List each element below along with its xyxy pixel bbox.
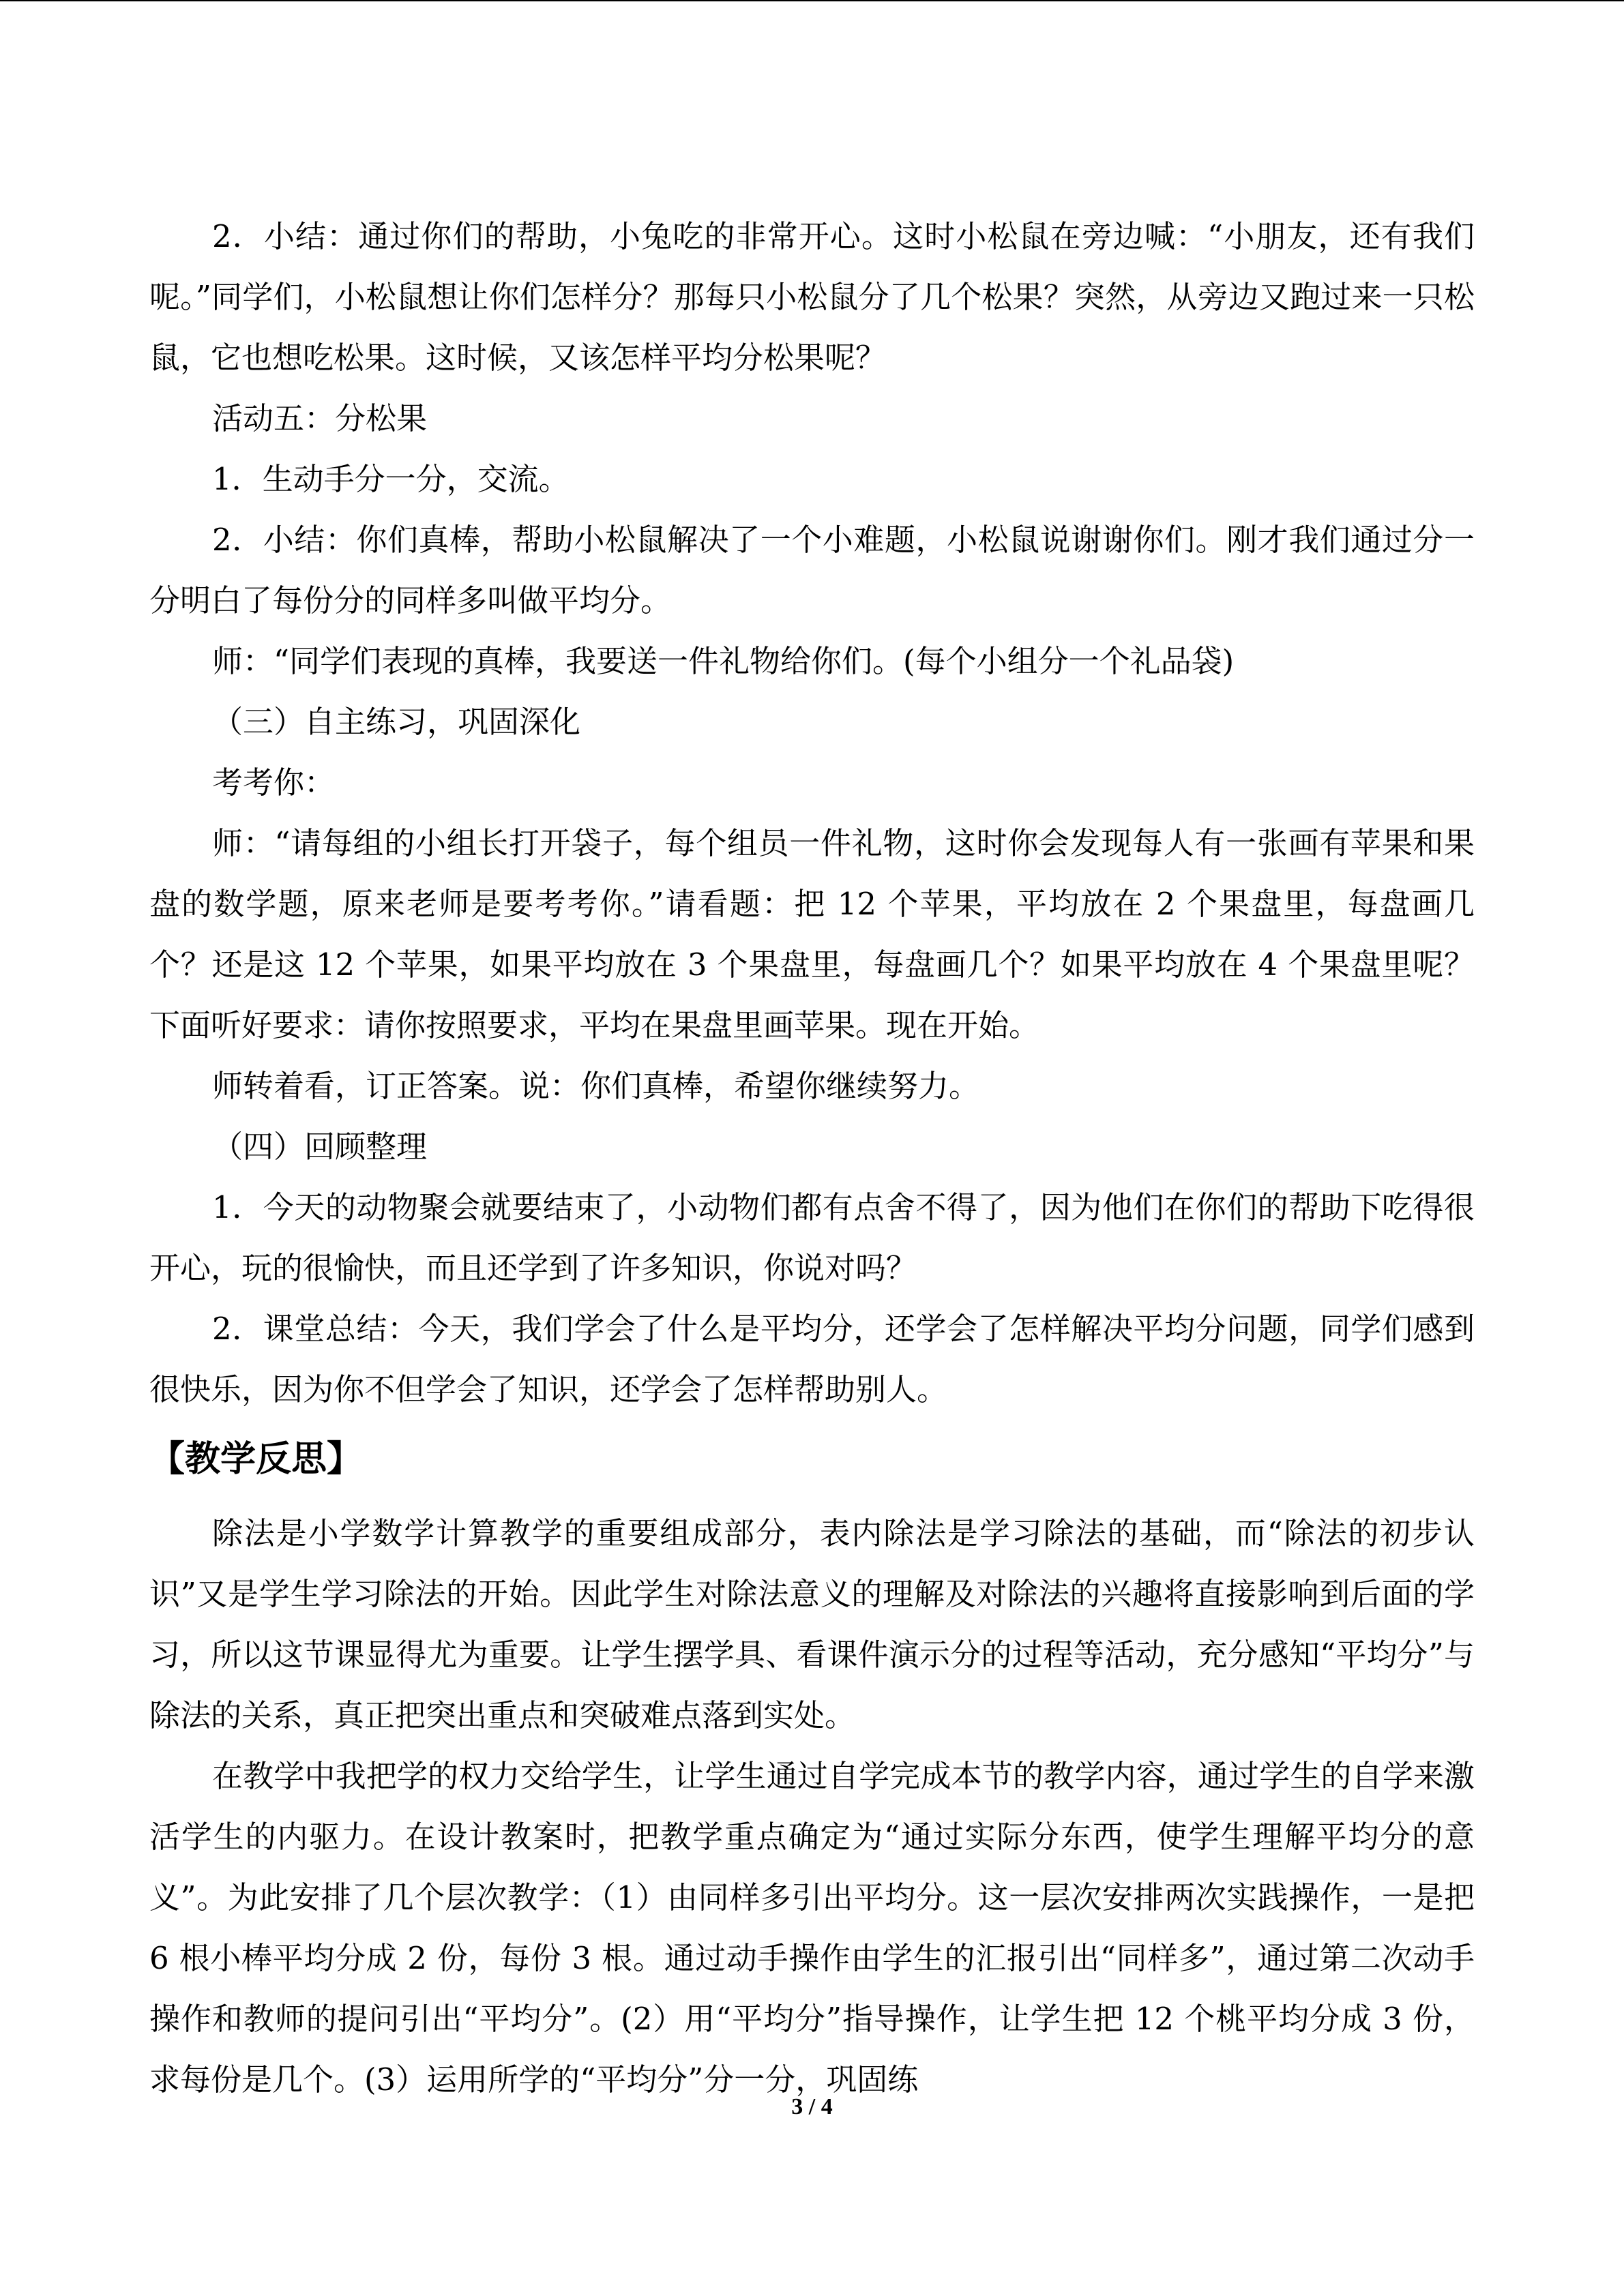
paragraph: 师：“请每组的小组长打开袋子，每个组员一件礼物，这时你会发现每人有一张画有苹果和果盘的数学题，原来老师是要考考你。”请看题：把 12 个苹果，平均放在 2 个果盘里，每盘画几个？还是这 12 个苹果，如果平均放在 3 个果盘里，每盘画几个？如果平均放在 4 个果盘里呢？下面听好要求：请你按照要求，平均在果盘里画苹果。现在开始。 bbox=[149, 825, 1475, 1043]
reflection-heading: 【教学反思】 bbox=[149, 1439, 363, 1480]
activity-title: 活动五：分松果 bbox=[212, 400, 428, 436]
paragraph: 除法是小学数学计算教学的重要组成部分，表内除法是学习除法的基础，而“除法的初步认识”又是学生学习除法的开始。因此学生对除法意义的理解及对除法的兴趣将直接影响到后面的学习，所以这节课显得尤为重要。让学生摆学具、看课件演示分的过程等活动，充分感知“平均分”与除法的关系，真正把突出重点和突破难点落到实处。 bbox=[149, 1515, 1475, 1733]
paragraph: 2．小结：通过你们的帮助，小兔吃的非常开心。这时小松鼠在旁边喊：“小朋友，还有我们呢。”同学们，小松鼠想让你们怎样分？那每只小松鼠分了几个松果？突然，从旁边又跑过来一只松鼠，它也想吃松果。这时候，又该怎样平均分松果呢？ bbox=[149, 218, 1475, 376]
paragraph: 在教学中我把学的权力交给学生，让学生通过自学完成本节的教学内容，通过学生的自学来激活学生的内驱力。在设计教案时，把教学重点确定为“通过实际分东西，使学生理解平均分的意义”。为此安排了几个层次教学：（1）由同样多引出平均分。这一层次安排两次实践操作，一是把 6 根小棒平均分成 2 份，每份 3 根。通过动手操作由学生的汇报引出“同样多”，通过第二次动手操作和教师的提问引出“平均分”。(2）用“平均分”指导操作，让学生把 12 个桃平均分成 3 份，求每份是几个。(3）运用所学的“平均分”分一分，巩固练 bbox=[149, 1758, 1475, 2098]
page-content bbox=[149, 206, 1475, 2110]
section-title: （三）自主练习，巩固深化 bbox=[212, 704, 581, 740]
page-number: 3 / 4 bbox=[791, 2094, 833, 2119]
paragraph: 1．今天的动物聚会就要结束了，小动物们都有点舍不得了，因为他们在你们的帮助下吃得很开心，玩的很愉快，而且还学到了许多知识，你说对吗？ bbox=[149, 1189, 1475, 1286]
paragraph: 师转着看，订正答案。说：你们真棒，希望你继续努力。 bbox=[212, 1068, 980, 1104]
paragraph: 师：“同学们表现的真棒，我要送一件礼物给你们。(每个小组分一个礼品袋) bbox=[212, 643, 1235, 679]
paragraph: 2．小结：你们真棒，帮助小松鼠解决了一个小难题，小松鼠说谢谢你们。刚才我们通过分一分明白了每份分的同样多叫做平均分。 bbox=[149, 522, 1475, 618]
paragraph: 考考你： bbox=[212, 764, 336, 801]
paragraph: 2．课堂总结：今天，我们学会了什么是平均分，还学会了怎样解决平均分问题，同学们感到很快乐，因为你不但学会了知识，还学会了怎样帮助别人。 bbox=[149, 1311, 1475, 1407]
paragraph: 1．生动手分一分，交流。 bbox=[212, 461, 570, 497]
section-title: （四）回顾整理 bbox=[212, 1129, 428, 1165]
